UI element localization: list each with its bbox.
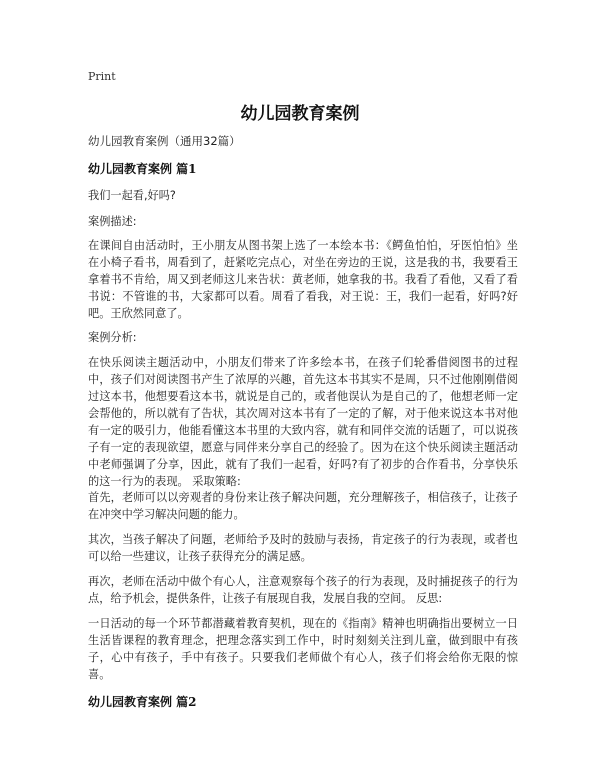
section-heading-1: 幼儿园教育案例 篇1: [88, 162, 197, 176]
strategy-paragraph-2: 其次，当孩子解决了问题，老师给予及时的鼓励与表扬，肯定孩子的行为表现，或者也可以给一些建议，让孩子获得充分的满足感。: [88, 533, 518, 563]
description-paragraph: 在课间自由活动时，王小朋友从图书架上选了一本绘本书：《鳄鱼怕怕，牙医怕怕》坐在小椅子看书，周看到了，赶紧吃完点心，对坐在旁边的王说，这是我的书，我要看王拿着书不肯给，周又到老师这儿来告状：黄老师，她拿我的书。我看了看他，又看了看书说：不管谁的书，大家都可以看。周看了看我，对王说：王，我们一起看，好吗?好吧。王欣然同意了。: [88, 239, 518, 320]
document-subtitle: 幼儿园教育案例（通用32篇）: [88, 134, 241, 148]
analysis-paragraph: 在快乐阅读主题活动中，小朋友们带来了许多绘本书，在孩子们轮番借阅图书的过程中，孩子们对阅读图书产生了浓厚的兴趣，首先这本书其实不是周，只不过他刚刚借阅过这本书，他想要看这本书，就说是自己的，或者他误认为是自己的了，他想老师一定会帮他的，所以就有了告状，其次周对这本书有了一定的了解，对于他来说这本书对他有一定的吸引力，他能看懂这本书里的大致内容，就有和同伴交流的话题了，可以说孩子有一定的表现欲望，愿意与同伴来分享自己的经验了。因为在这个快乐阅读主题活动中老师强调了分享，因此，就有了我们一起看，好吗?有了初步的合作看书，分享快乐的这一行为的表现。 采取策略:: [88, 356, 518, 488]
strategy-paragraph-1: 首先，老师可以以旁观者的身份来让孩子解决问题，充分理解孩子，相信孩子，让孩子在冲突中学习解决问题的能力。: [88, 491, 518, 521]
analysis-label: 案例分析:: [88, 331, 137, 344]
print-label[interactable]: Print: [88, 70, 116, 83]
section-heading-2: 幼儿园教育案例 篇2: [88, 695, 197, 709]
section-intro: 我们一起看,好吗?: [88, 189, 176, 202]
page-title: 幼儿园教育案例: [240, 104, 360, 124]
reflection-paragraph: 一日活动的每一个环节都潜藏着教育契机，现在的《指南》精神也明确指出要树立一日生活皆课程的教育理念，把理念落实到工作中，时时刻刻关注到儿童，做到眼中有孩子，心中有孩子，手中有孩子。只要我们老师做个有心人，孩子们将会给你无限的惊喜。: [88, 617, 518, 681]
strategy-paragraph-3: 再次，老师在活动中做个有心人，注意观察每个孩子的行为表现，及时捕捉孩子的行为点，给予机会，提供条件，让孩子有展现自我，发展自我的空间。 反思:: [88, 575, 518, 605]
description-label: 案例描述:: [88, 215, 137, 228]
